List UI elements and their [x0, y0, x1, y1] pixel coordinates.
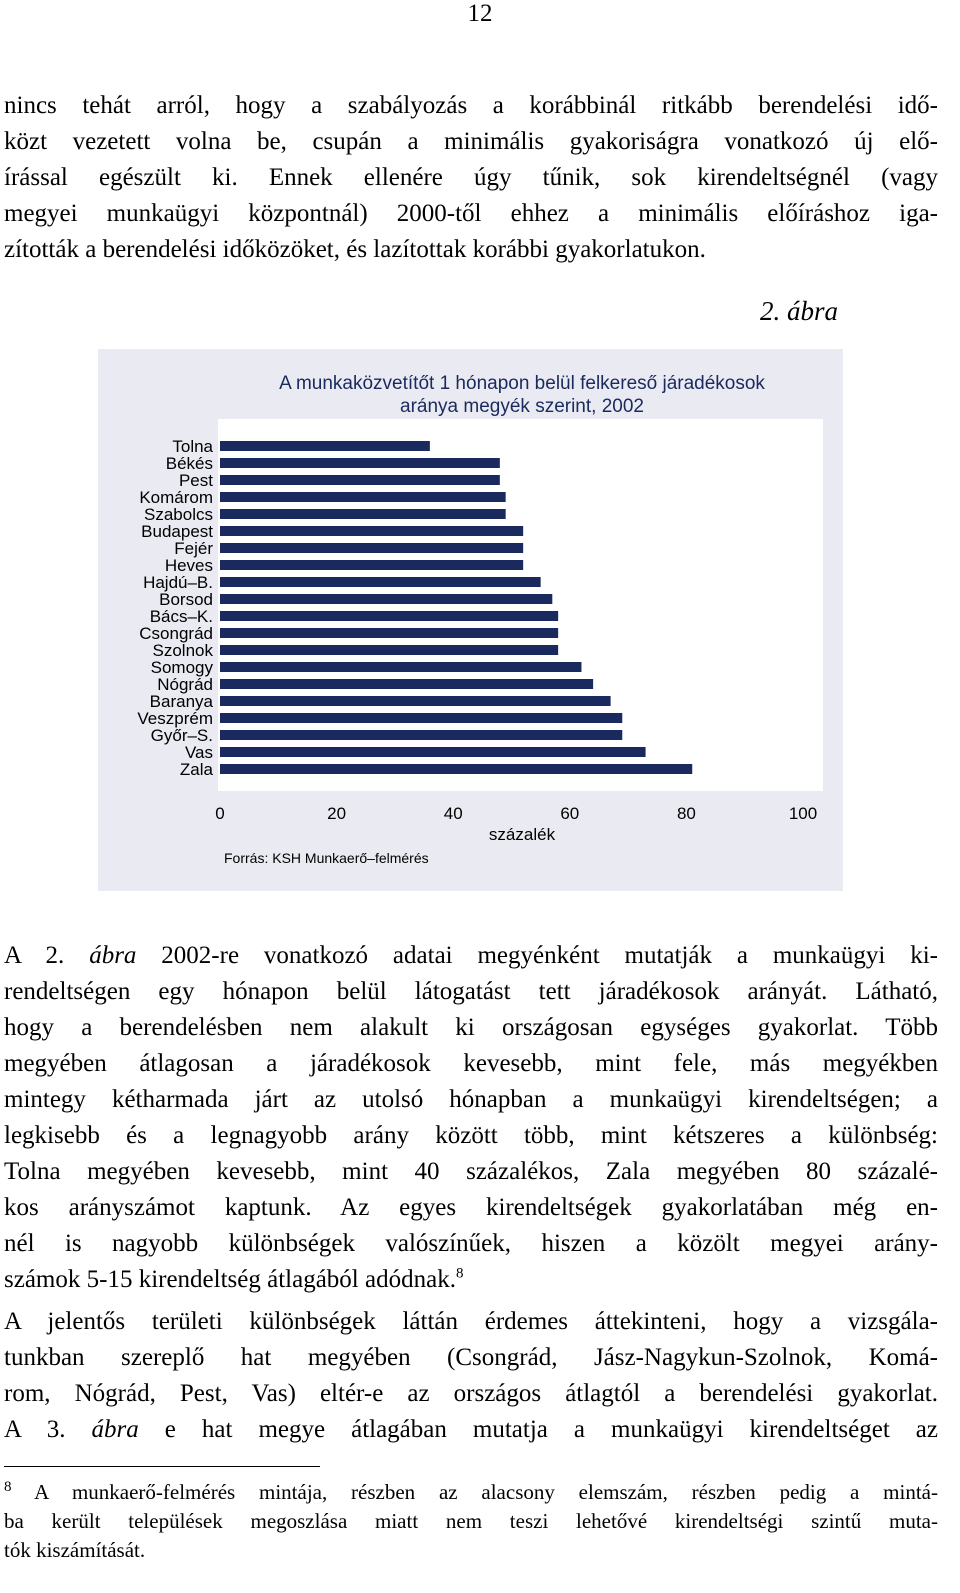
text-line: tunkban szereplő hat megyében (Csongrád, Jász-Nagykun-Szolnok, Komá- [4, 1344, 938, 1371]
x-tick-label: 40 [443, 804, 463, 823]
bar-9 [220, 577, 541, 587]
category-label: Veszprém [137, 709, 213, 728]
category-label: Békés [165, 454, 213, 473]
bar-15 [220, 679, 593, 689]
bar-4 [220, 492, 506, 502]
text-line: rom, Nógrád, Pest, Vas) eltér-e az országos átlagtól a berendelési gyakorlat. [4, 1380, 938, 1407]
x-tick-label: 0 [215, 804, 225, 823]
category-label: Győr–S. [150, 726, 213, 745]
text-line: nincs tehát arról, hogy a szabályozás a korábbinál ritkább berendelési idő- [4, 92, 938, 119]
footnote-divider [4, 1466, 320, 1467]
category-label: Szolnok [152, 641, 213, 660]
text-line: A 2. ábra 2002-re vonatkozó adatai megyénként mutatják a munkaügyi ki- [4, 942, 938, 969]
category-label: Heves [164, 556, 213, 575]
text-line: mintegy kétharmada járt az utolsó hónapban a munkaügyi kirendeltségen; a [4, 1086, 938, 1113]
text-line: zították a berendelési időközöket, és lazítottak korábbi gyakorlatukon. [4, 236, 706, 263]
paragraph-1 [4, 88, 938, 268]
category-labels-group [137, 437, 213, 779]
chart-source: Forrás: KSH Munkaerő–felmérés [224, 850, 429, 866]
footnote-line: ba került települések megoszlása miatt nem teszi lehetővé kirendeltségi szintű muta- [4, 1509, 938, 1533]
chart-figure [98, 349, 843, 891]
text-line: számok 5-15 kirendeltség átlagából adódnak.$^8$ [4, 1265, 464, 1293]
x-tick-label: 100 [788, 804, 818, 823]
category-label: Fejér [174, 539, 213, 558]
footnote-ref[interactable]: 8 [455, 1265, 464, 1282]
paragraph-2 [4, 938, 938, 1298]
x-axis-label: százalék [488, 825, 556, 844]
bar-14 [220, 662, 581, 672]
footnote-line: tók kiszámítását. [4, 1538, 146, 1562]
category-label: Somogy [150, 658, 213, 677]
text-line: Tolna megyében kevesebb, mint 40 százalékos, Zala megyében 80 százalé- [4, 1158, 938, 1185]
category-label: Bács–K. [149, 607, 213, 626]
bar-8 [220, 560, 523, 570]
bar-7 [220, 543, 523, 553]
x-tick-label: 80 [676, 804, 696, 823]
text-line: írással egészült ki. Ennek ellenére úgy tűnik, sok kirendeltségnél (vagy [4, 164, 938, 191]
figure-label: 2. ábra [759, 296, 838, 326]
category-label: Hajdú–B. [143, 573, 213, 592]
text-line: kos arányszámot kaptunk. Az egyes kirendeltségek gyakorlatában még en- [4, 1194, 938, 1221]
text-line: hogy a berendelésben nem alakult ki országosan egységes gyakorlat. Több [4, 1014, 938, 1041]
text-line: megyei munkaügyi központnál) 2000-től ehhez a minimális előíráshoz iga- [4, 200, 938, 227]
category-label: Nógrád [157, 675, 213, 694]
text-line: legkisebb és a legnagyobb arány között több, mint kétszeres a különbség: [4, 1122, 938, 1149]
category-label: Szabolcs [144, 505, 213, 524]
footnote [4, 1478, 938, 1565]
bar-20 [220, 764, 692, 774]
bar-1 [220, 441, 430, 451]
category-label: Csongrád [139, 624, 213, 643]
bar-3 [220, 475, 500, 485]
page-number: 12 [467, 0, 493, 27]
category-label: Zala [179, 760, 213, 779]
bar-5 [220, 509, 506, 519]
text-line: A jelentős területi különbségek láttán érdemes áttekinteni, hogy a vizsgála- [4, 1308, 938, 1335]
footnote-marker: 8 [4, 1479, 12, 1495]
text-line: nél is nagyobb különbségek valószínűek, hiszen a közölt megyei arány- [4, 1230, 938, 1257]
bar-11 [220, 611, 558, 621]
bar-19 [220, 747, 646, 757]
bar-12 [220, 628, 558, 638]
bar-chart [98, 349, 843, 891]
category-label: Borsod [159, 590, 213, 609]
bar-18 [220, 730, 622, 740]
category-label: Tolna [172, 437, 213, 456]
category-label: Budapest [141, 522, 213, 541]
category-label: Vas [184, 743, 213, 762]
chart-title-line-1: A munkaközvetítőt 1 hónapon belül felkereső járadékosok [279, 373, 765, 394]
text-line: közt vezetett volna be, csupán a minimális gyakoriságra vonatkozó új elő- [4, 128, 938, 155]
x-tick-label: 20 [327, 804, 347, 823]
category-label: Pest [178, 471, 213, 490]
bar-10 [220, 594, 552, 604]
text-line: rendeltségen egy hónapon belül látogatást tett járadékosok arányát. Látható, [4, 978, 938, 1005]
x-ticks-group [215, 804, 817, 823]
paragraph-3 [4, 1304, 938, 1448]
chart-title-line-2: aránya megyék szerint, 2002 [400, 396, 644, 417]
bar-16 [220, 696, 611, 706]
bar-6 [220, 526, 523, 536]
bar-13 [220, 645, 558, 655]
x-tick-label: 60 [560, 804, 580, 823]
category-label: Komárom [139, 488, 213, 507]
text-line: A 3. ábra e hat megye átlagában mutatja a munkaügyi kirendeltséget az [4, 1416, 938, 1443]
footnote-line: $^8$ A munkaerő-felmérés mintája, részben az alacsony elemszám, részben pedig a mintá- [4, 1479, 938, 1504]
category-label: Baranya [149, 692, 213, 711]
bar-2 [220, 458, 500, 468]
text-line: megyében átlagosan a járadékosok kevesebb, mint fele, más megyékben [4, 1050, 938, 1077]
bar-17 [220, 713, 622, 723]
